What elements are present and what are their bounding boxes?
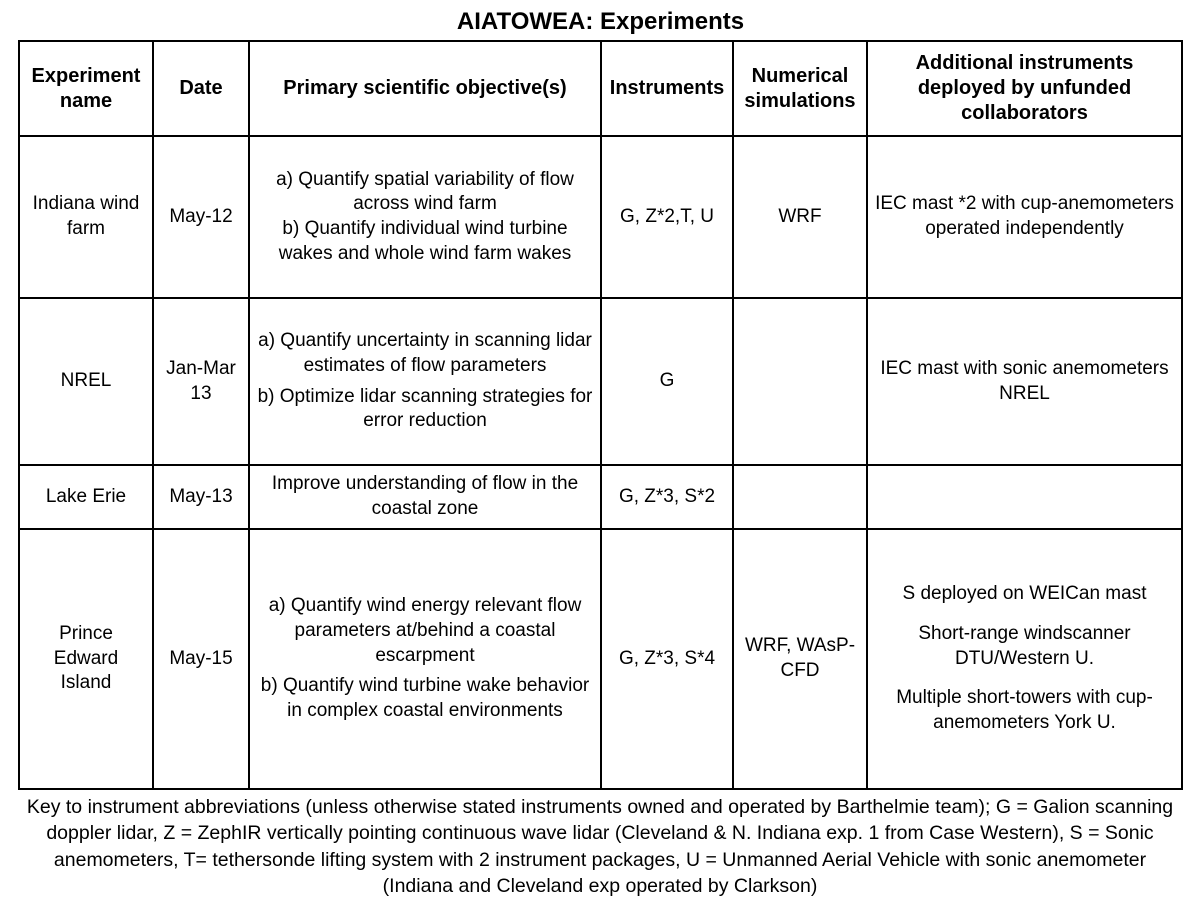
paragraph: IEC mast with sonic anemometers NREL bbox=[880, 357, 1169, 404]
paragraph: IEC mast *2 with cup-anemometers operated independently bbox=[875, 193, 1174, 239]
paragraph: a) Quantify uncertainty in scanning lidar estimates of flow parameters bbox=[258, 330, 592, 376]
table-row-nrel bbox=[19, 298, 1182, 465]
col-header-instruments: Instruments bbox=[601, 41, 733, 136]
instrument-abbreviations-key: Key to instrument abbreviations (unless otherwise stated instruments owned and operated by Barthelmie team); G = Galion scanning doppler lidar, Z = ZephIR vertically pointing continuous wave lidar (Cleveland & N. Indiana exp. 1 from Case Western), S = Sonic anemometers, T= tethersonde lifting system with 2 instrument packages, U = Unmanned Aerial Vehicle with sonic anemometer (Indiana and Cleveland exp operated by Clarkson) bbox=[26, 796, 1174, 897]
cell-experiment-name: Lake Erie bbox=[19, 465, 153, 529]
page-title: AIATOWEA: Experiments bbox=[456, 8, 745, 35]
cell-instruments: G, Z*3, S*4 bbox=[601, 529, 733, 789]
cell-simulations: WRF bbox=[733, 136, 867, 298]
cell-experiment-name: Indiana wind farm bbox=[19, 136, 153, 298]
cell-simulations: WRF, WAsP-CFD bbox=[733, 529, 867, 789]
paragraph: Improve understanding of flow in the coastal zone bbox=[271, 473, 579, 519]
cell-experiment-name: Prince Edward Island bbox=[19, 529, 153, 789]
paragraph: a) Quantify wind energy relevant flow parameters at/behind a coastal escarpment bbox=[268, 595, 582, 666]
cell-date: Jan-Mar 13 bbox=[153, 298, 249, 465]
table-row-lake-erie bbox=[19, 465, 1182, 529]
col-header-date: Date bbox=[153, 41, 249, 136]
table-row-prince-edward-island bbox=[19, 529, 1182, 789]
paragraph: b) Quantify individual wind turbine wakes and whole wind farm wakes bbox=[278, 218, 572, 264]
header-row bbox=[19, 41, 1182, 136]
cell-additional bbox=[867, 136, 1182, 298]
cell-experiment-name: NREL bbox=[19, 298, 153, 465]
col-header-objectives: Primary scientific objective(s) bbox=[249, 41, 601, 136]
cell-date: May-15 bbox=[153, 529, 249, 789]
paragraph: b) Quantify wind turbine wake behavior in complex coastal environments bbox=[260, 675, 590, 722]
paragraph: a) Quantify spatial variability of flow across wind farm bbox=[276, 168, 574, 215]
cell-date: May-13 bbox=[153, 465, 249, 529]
cell-additional bbox=[867, 465, 1182, 529]
col-header-experiment-name: Experiment name bbox=[19, 41, 153, 136]
experiments-table bbox=[18, 40, 1183, 790]
col-header-numerical-simulations: Numerical simulations bbox=[733, 41, 867, 136]
cell-objectives bbox=[249, 298, 601, 465]
cell-objectives bbox=[249, 136, 601, 298]
table-row-indiana bbox=[19, 136, 1182, 298]
cell-additional bbox=[867, 298, 1182, 465]
cell-instruments: G bbox=[601, 298, 733, 465]
paragraph: Multiple short-towers with cup-anemometers York U. bbox=[896, 687, 1153, 734]
paragraph: Short-range windscanner DTU/Western U. bbox=[918, 622, 1131, 669]
cell-simulations bbox=[733, 465, 867, 529]
paragraph: S deployed on WEICan mast bbox=[902, 583, 1147, 605]
cell-simulations bbox=[733, 298, 867, 465]
col-header-additional-instruments: Additional instruments deployed by unfunded collaborators bbox=[867, 41, 1182, 136]
cell-date: May-12 bbox=[153, 136, 249, 298]
cell-objectives bbox=[249, 465, 601, 529]
paragraph: b) Optimize lidar scanning strategies for error reduction bbox=[257, 385, 593, 432]
cell-instruments: G, Z*3, S*2 bbox=[601, 465, 733, 529]
cell-additional bbox=[867, 529, 1182, 789]
cell-instruments: G, Z*2,T, U bbox=[601, 136, 733, 298]
cell-objectives bbox=[249, 529, 601, 789]
